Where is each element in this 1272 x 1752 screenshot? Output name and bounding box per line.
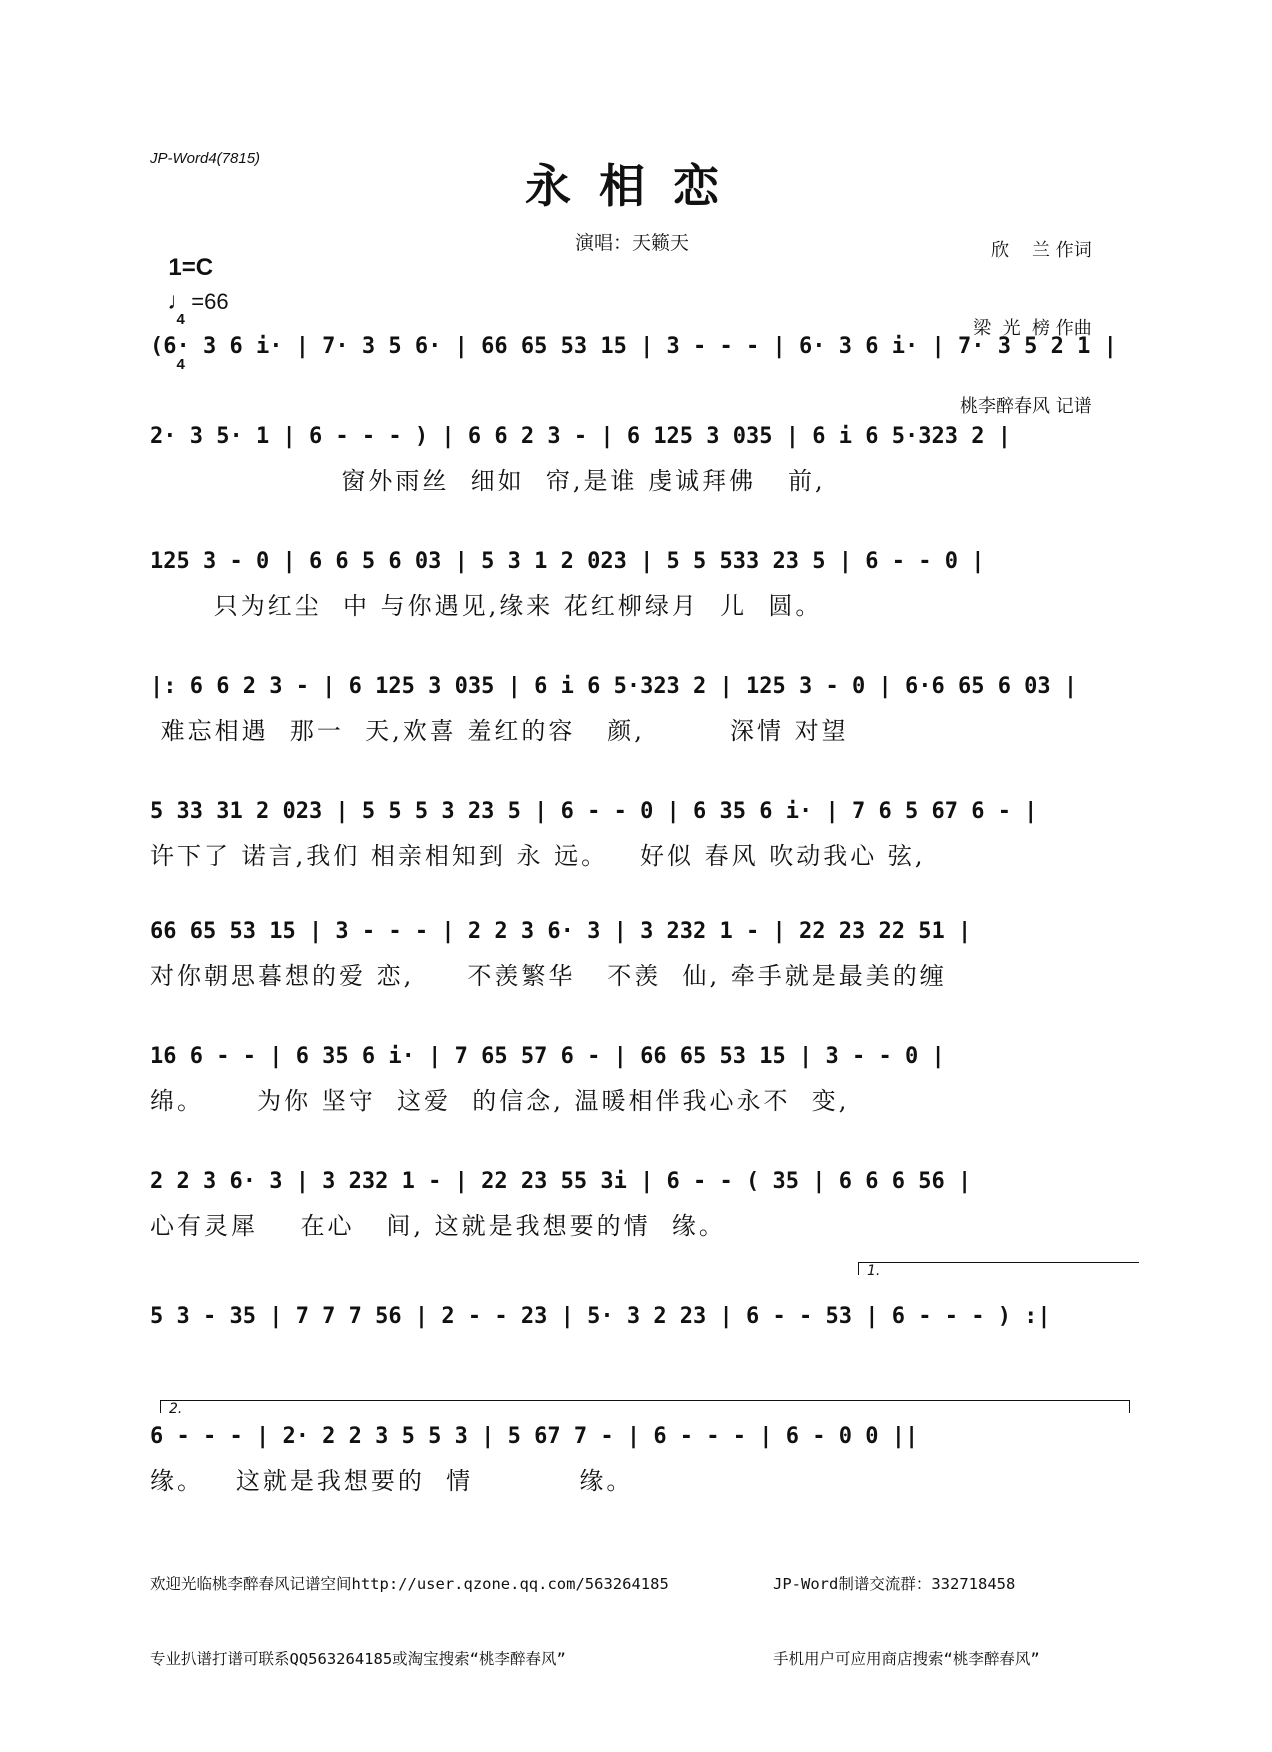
lyrics-line: 缘。 这就是我想要的 情 缘。 xyxy=(150,1467,634,1495)
notation-line: 16 6 - - | 6 35 6 i· | 7 65 57 6 - | 66 65 53 15 | 3 - - 0 | xyxy=(150,1044,945,1069)
notation-line: 2· 3 5· 1 | 6 - - - ) | 6 6 2 3 - | 6 125 3 035 | 6 i 6 5·323 2 | xyxy=(150,424,1011,449)
time-bottom: 4 xyxy=(176,356,185,373)
lyrics-line: 窗外雨丝 细如 帘,是谁 虔诚拜佛 前, xyxy=(150,467,826,495)
notation-line: 5 3 - 35 | 7 7 7 56 | 2 - - 23 | 5· 3 2 23 | 6 - - 53 | 6 - - - ) :| xyxy=(150,1304,1051,1329)
notation-line: 5 33 31 2 023 | 5 5 5 3 23 5 | 6 - - 0 | 6 35 6 i· | 7 6 5 67 6 - | xyxy=(150,799,1038,824)
key-label: 1=C xyxy=(168,254,214,281)
footer-line: JP-Word制谱交流群：332718458 xyxy=(773,1575,1016,1593)
notation-line: (6· 3 6 i· | 7· 3 5 6· | 66 65 53 15 | 3 - - - | 6· 3 6 i· | 7· 3 5 2 1 | xyxy=(150,334,1117,359)
footer-line: 专业扒谱打谱可联系QQ563264185或淘宝搜索“桃李醉春风” xyxy=(150,1650,566,1668)
lyrics-line xyxy=(150,1344,1134,1378)
first-ending-label: 1. xyxy=(867,1263,881,1279)
lyrics-line xyxy=(150,374,1134,408)
lyricist-credit: 欣 兰 作词 xyxy=(991,240,1092,261)
time-top: 4 xyxy=(176,311,185,328)
tempo-marking xyxy=(155,262,229,316)
notation-line: 125 3 - 0 | 6 6 5 6 03 | 5 3 1 2 023 | 5 5 533 23 5 | 6 - - 0 | xyxy=(150,549,985,574)
tempo-value: =66 xyxy=(191,289,229,314)
lyrics-line: 心有灵犀 在心 间, 这就是我想要的情 缘。 xyxy=(150,1212,726,1240)
transcriber-credit: 桃李醉春风 记谱 xyxy=(960,396,1092,417)
notation-line: 6 - - - | 2· 2 2 3 5 5 3 | 5 67 7 - | 6 - - - | 6 - 0 0 || xyxy=(150,1424,919,1449)
first-ending-bracket xyxy=(858,1262,1139,1279)
singer-credit: 演唱：天籁天 xyxy=(575,232,690,254)
lyrics-line: 只为红尘 中 与你遇见,缘来 花红柳绿月 儿 圆。 xyxy=(150,592,823,620)
song-title: 永相恋 xyxy=(525,159,747,213)
quarter-note-icon: ♩ xyxy=(167,288,192,315)
footer-line: 欢迎光临桃李醉春风记谱空间http://user.qzone.qq.com/563264185 xyxy=(150,1575,669,1593)
lyrics-line: 绵。 为你 坚守 这爱 的信念, 温暖相伴我心永不 变, xyxy=(150,1087,850,1115)
second-ending-bracket xyxy=(160,1400,1130,1417)
notation-line: 2 2 3 6· 3 | 3 232 1 - | 22 23 55 3i | 6 - - ( 35 | 6 6 6 56 | xyxy=(150,1169,972,1194)
second-ending-label: 2. xyxy=(169,1401,183,1417)
footer-left xyxy=(150,1522,669,1697)
notation-line: 66 65 53 15 | 3 - - - | 2 2 3 6· 3 | 3 232 1 - | 22 23 22 51 | xyxy=(150,919,972,944)
footer-right xyxy=(773,1522,1040,1697)
software-label: JP-Word4(7815) xyxy=(150,150,261,167)
footer-line: 手机用户可应用商店搜索“桃李醉春风” xyxy=(773,1650,1040,1668)
lyrics-line: 对你朝思暮想的爱 恋, 不羡繁华 不羡 仙, 牵手就是最美的缠 xyxy=(150,962,947,990)
lyrics-line: 难忘相遇 那一 天,欢喜 羞红的容 颜, 深情 对望 xyxy=(150,717,849,745)
composer-credit: 梁 光 榜 作曲 xyxy=(973,318,1092,339)
notation-line: |: 6 6 2 3 - | 6 125 3 035 | 6 i 6 5·323 2 | 125 3 - 0 | 6·6 65 6 03 | xyxy=(150,674,1078,699)
lyrics-line: 许下了 诺言,我们 相亲相知到 永 远。 好似 春风 吹动我心 弦, xyxy=(150,842,926,870)
